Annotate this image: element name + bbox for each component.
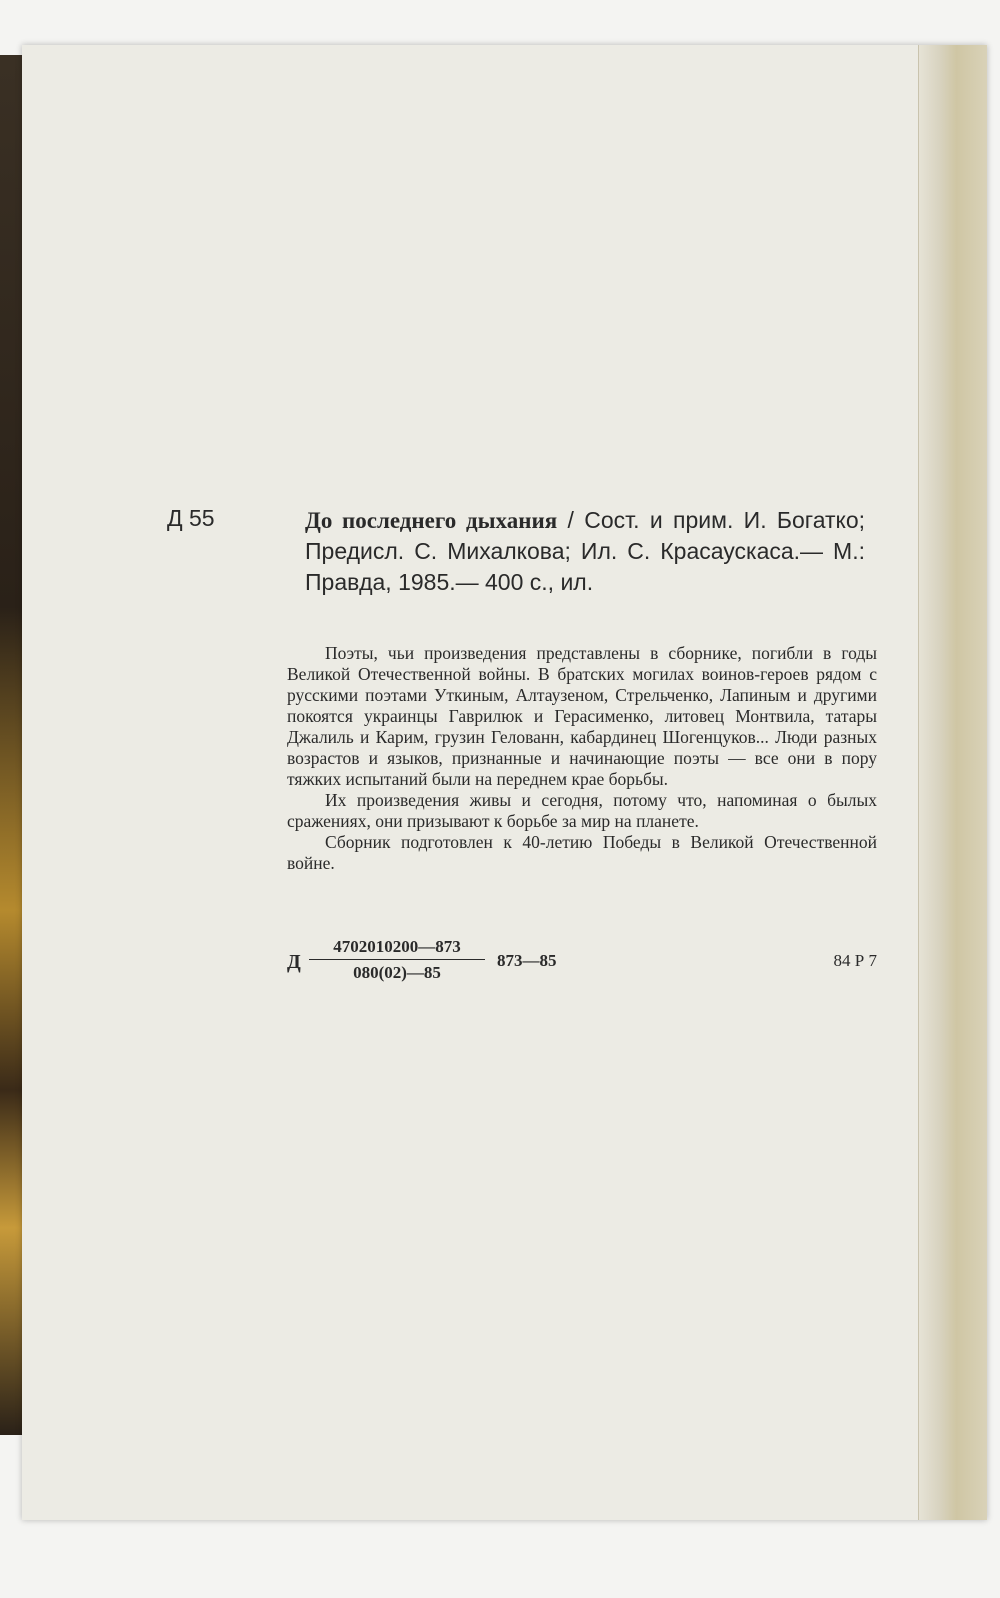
annotation-paragraph: Их произведения живы и сегодня, потому что, напоминая о былых сражениях, они призывают к борьбе за мир на планете.: [287, 790, 877, 831]
code-prefix: Д: [287, 951, 301, 973]
bbk-code: 84 Р 7: [833, 951, 877, 970]
code-numerator: 4702010200—873: [309, 937, 485, 960]
code-denominator: 080(02)—85: [353, 963, 441, 982]
bibliographic-details: / Сост. и прим. И. Богатко; Предисл. С. Михалкова; Ил. С. Красаускаса.— М.: Правда, 1985.— 400 с., ил.: [305, 507, 866, 595]
annotation-paragraph: Поэты, чьи произведения представлены в сборнике, погибли в годы Великой Отечественной войны. В братских могилах воинов-героев рядом с русскими поэтами Уткиным, Алтаузеном, Стрельченко, Лапиным и другими покоятся украинцы Гаврилюк и Герасименко, литовец Монтвила, татары Джалиль и Карим, грузин Гелованн, кабардинец Шогенцуков... Люди разных возрастов и языков, признанные и начинающие поэты — все они в пору тяжких испытаний были на переднем крае борьбы.: [287, 643, 877, 789]
annotation: [287, 643, 877, 874]
classification-codes: [287, 937, 877, 997]
book-page: [22, 45, 987, 1520]
catalog-code: Д 55: [167, 505, 215, 531]
book-title: До последнего дыхания: [305, 508, 558, 533]
book-spine: [918, 45, 987, 1520]
bibliographic-description: [305, 505, 865, 598]
code-middle: 873—85: [497, 951, 557, 970]
annotation-paragraph: Сборник подготовлен к 40-летию Победы в Великой Отечественной войне.: [287, 832, 877, 873]
